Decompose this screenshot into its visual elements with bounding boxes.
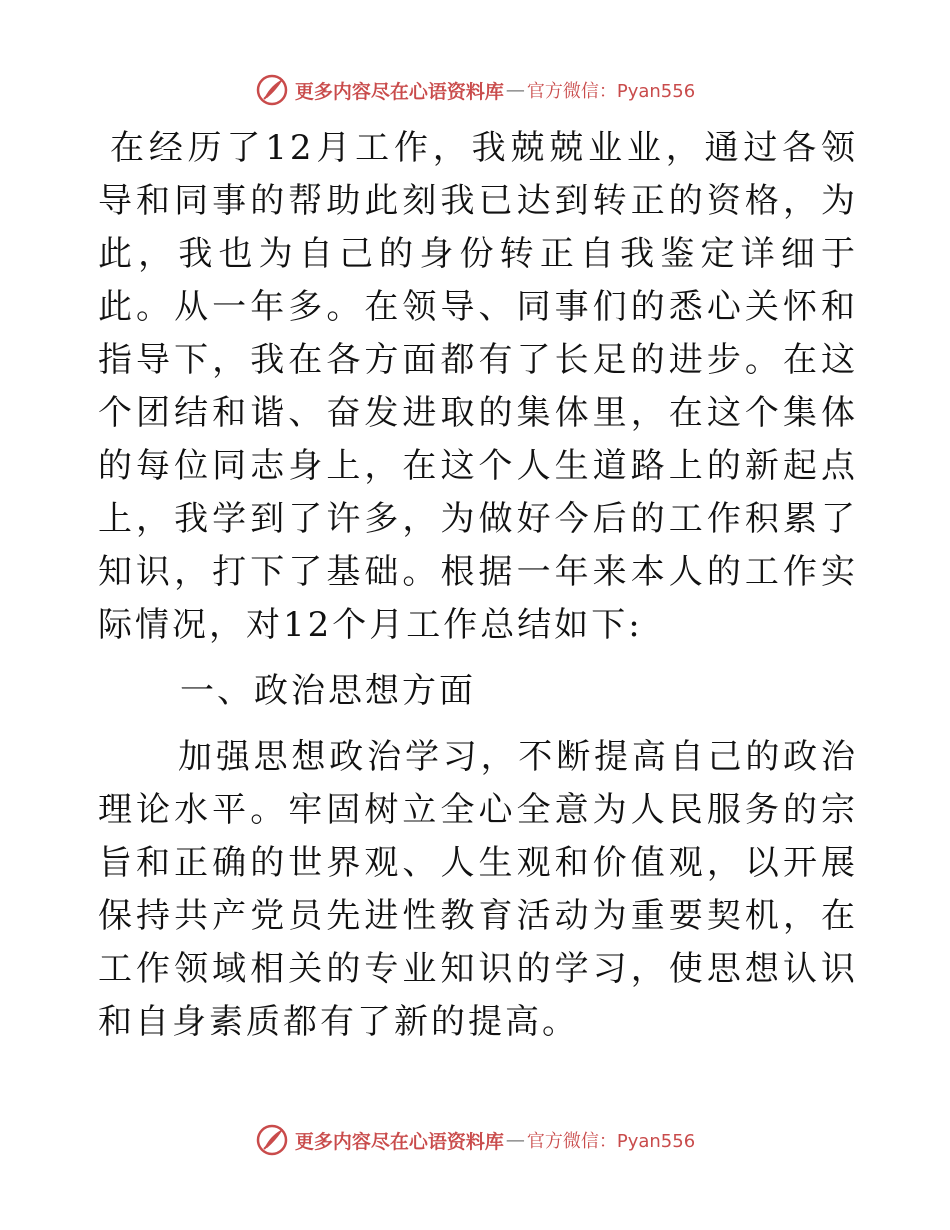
document-body: [98, 122, 858, 1049]
quill-logo-icon: [255, 73, 289, 107]
header-contact-text: 官方微信：Pyan556: [526, 81, 696, 102]
header-brand-text: 更多内容尽在心语资料库: [294, 80, 504, 103]
footer-banner: [0, 1120, 950, 1160]
header-banner: [0, 70, 950, 110]
footer-contact-text: 官方微信：Pyan556: [526, 1131, 696, 1152]
footer-dash: —: [505, 1129, 525, 1151]
section-heading: 一、政治思想方面: [180, 671, 476, 711]
footer-brand-text: 更多内容尽在心语资料库: [294, 1130, 504, 1153]
paragraph-intro: 在经历了12月工作，我兢兢业业，通过各领导和同事的帮助此刻我已达到转正的资格，为此，我也为自己的身份转正自我鉴定详细于此。从一年多。在领导、同事们的悉心关怀和指导下，我在各方面都有了长足的进步。在这个团结和谐、奋发进取的集体里，在这个集体的每位同志身上，在这个人生道路上的新起点上，我学到了许多，为做好今后的工作积累了知识，打下了基础。根据一年来本人的工作实际情况，对12个月工作总结如下:: [98, 128, 858, 645]
paragraph-political: 加强思想政治学习，不断提高自己的政治理论水平。牢固树立全心全意为人民服务的宗旨和正确的世界观、人生观和价值观，以开展保持共产党员先进性教育活动为重要契机，在工作领域相关的专业知识的学习，使思想认识和自身素质都有了新的提高。: [98, 737, 858, 1042]
header-dash: —: [505, 79, 525, 101]
quill-logo-icon: [255, 1123, 289, 1157]
